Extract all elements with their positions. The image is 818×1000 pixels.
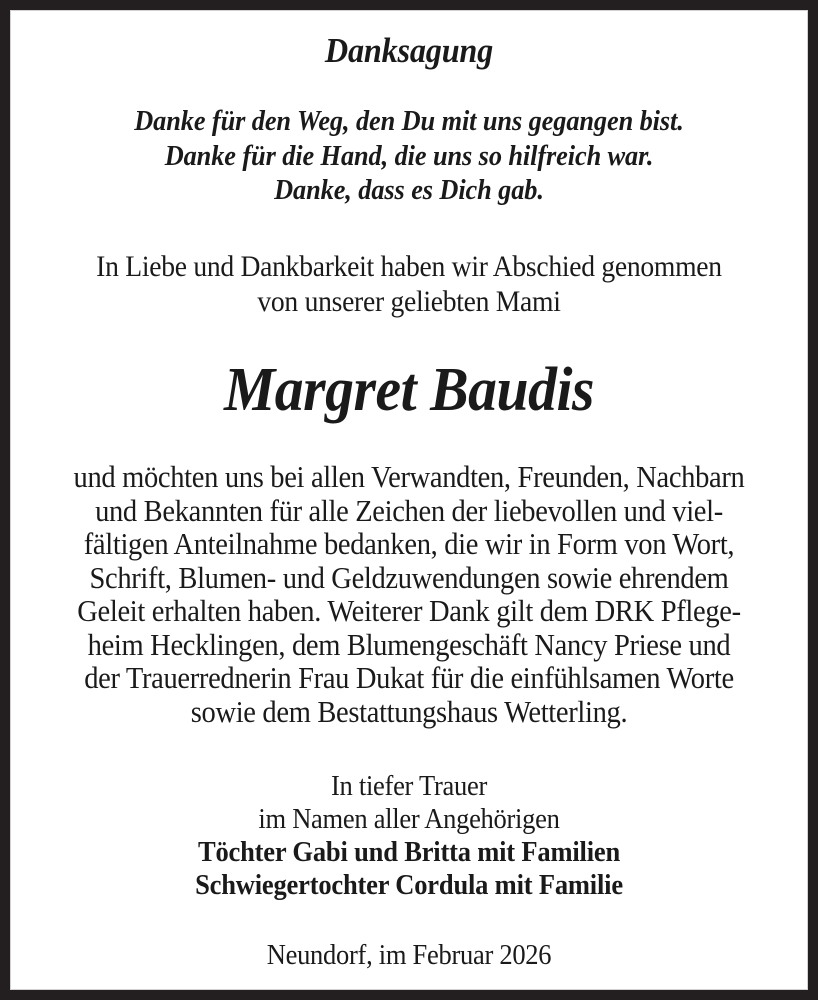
body-line-7: der Trauerrednerin Frau Dukat für die einfühlsamen Worte — [84, 661, 734, 696]
verse-line-1: Danke für den Weg, den Du mit uns gegangen bist. — [134, 106, 684, 137]
place-and-date: Neundorf, im Februar 2026 — [266, 940, 552, 972]
mourners-line-1: In tiefer Trauer — [330, 771, 487, 803]
verse-block — [52, 68, 766, 209]
body-line-6: heim Hecklingen, dem Blumengeschäft Nancy Priese und — [87, 627, 731, 662]
notice-inner-frame — [10, 10, 808, 990]
body-line-8: sowie dem Bestattungshaus Wetterling. — [190, 694, 628, 729]
body-line-5: Geleit erhalten haben. Weiterer Dank gilt dem DRK Pflege- — [77, 594, 741, 629]
intro-line-1: In Liebe und Dankbarkeit haben wir Abschied genommen — [96, 250, 722, 284]
thanks-body-block — [54, 421, 765, 729]
mourners-line-4: Schwiegertochter Cordula mit Familie — [195, 870, 623, 902]
verse-line-2: Danke für die Hand, die uns so hilfreich war. — [164, 140, 654, 172]
body-line-1: und möchten uns bei allen Verwandten, Freunden, Nachbarn — [73, 460, 745, 495]
mourners-block — [56, 729, 763, 902]
verse-line-3: Danke, dass es Dich gab. — [274, 175, 544, 207]
mourners-line-3: Töchter Gabi und Britta mit Familien — [197, 837, 621, 869]
body-line-2: und Bekannten für alle Zeichen der liebevollen und viel- — [95, 493, 723, 528]
mourners-line-2: im Namen aller Angehörigen — [258, 804, 560, 836]
body-line-3: fältigen Anteilnahme bedanken, die wir in Form von Wort, — [83, 527, 735, 562]
intro-line-2: von unserer geliebten Mami — [257, 285, 561, 319]
notice-content — [11, 11, 807, 989]
body-line-4: Schrift, Blumen- und Geldzuwendungen sowie ehrendem — [89, 560, 729, 595]
intro-block — [59, 209, 758, 319]
notice-title: Danksagung — [324, 31, 494, 70]
deceased-name: Margret Baudis — [224, 356, 594, 425]
